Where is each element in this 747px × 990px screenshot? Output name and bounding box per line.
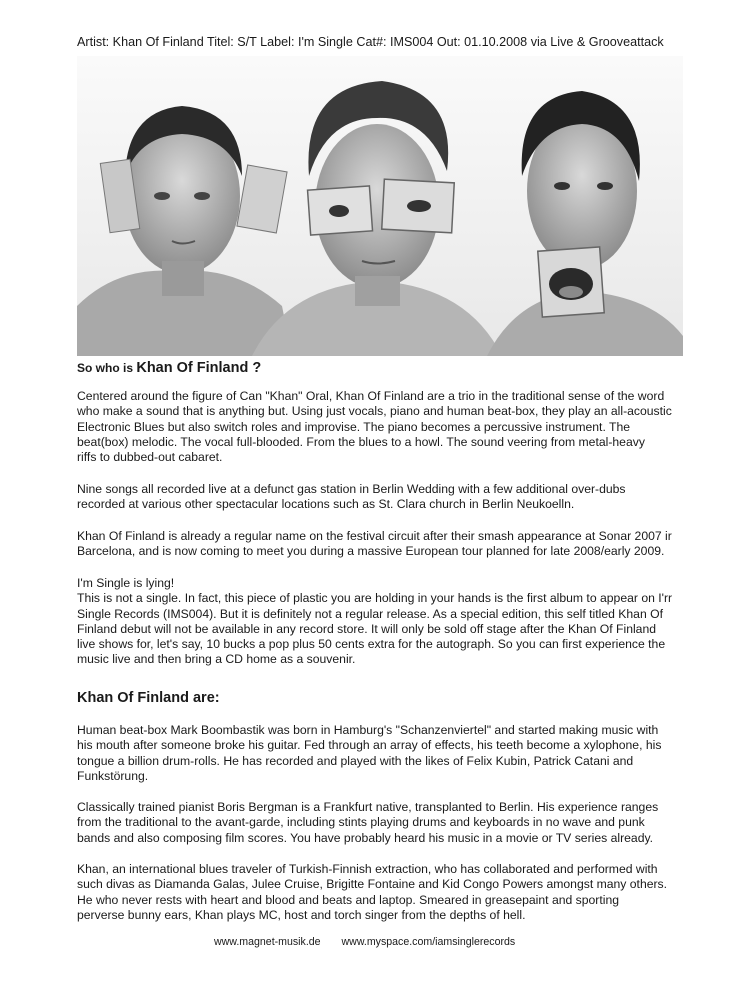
text-line: his mouth after someone broke his guitar. Fed through an array of effects, his teeth become a xylophone, his [77, 738, 662, 753]
text-line: Khan Of Finland is already a regular name on the festival circuit after their smash appearance at Sonar 2007 ir [77, 529, 672, 543]
paragraph-intro [77, 389, 697, 465]
text-line: beat(box) melodic. The vocal full-blooded. From the blues to a howl. The sound veering from metal-heavy [77, 434, 645, 449]
band-photo [77, 56, 683, 356]
paragraph-special-edition [77, 576, 697, 668]
text-line: live shows for, let's say, 10 bucks a pop plus 50 cents extra for the autograph. So you can first experience the [77, 637, 666, 652]
paragraph-boris-bergman [77, 800, 697, 846]
text-line: Barcelona, and is now coming to meet you during a massive European tour planned for late 2008/early 2009. [77, 544, 665, 559]
text-line: Single Records (IMS004). But it is definitely not a regular release. As a special edition, this self titled Khan Of [77, 606, 663, 621]
text-line: music live and then bring a CD home as a souvenir. [77, 652, 356, 667]
text-line: bands and also composing film scores. You have probably heard his music in a movie or TV series already. [77, 830, 654, 845]
text-line: Centered around the figure of Can "Khan" Oral, Khan Of Finland are a trio in the traditional sense of the word [77, 389, 665, 403]
text-line: perverse bunny ears, Khan plays MC, host and torch singer from the depths of hell. [77, 907, 526, 922]
paragraph-festival [77, 529, 697, 560]
text-line: from the traditional to the avant-garde, including stints playing drums and keyboards in no wave and punk [77, 815, 645, 830]
text-line: Finland debut will not be available in any record store. It will only be sold off stage after the Khan Of Finland [77, 621, 657, 636]
paragraph-mark-boombastik [77, 723, 697, 784]
text-line: Human beat-box Mark Boombastik was born in Hamburg's "Schanzenviertel" and started making music with [77, 723, 659, 737]
paragraph-recording [77, 482, 697, 513]
band-photo-illustration [77, 56, 683, 356]
heading-prefix: So who is [77, 361, 137, 375]
paragraph-khan [77, 862, 697, 923]
section-heading-who [77, 360, 261, 376]
release-info-header: Artist: Khan Of Finland Titel: S/T Label: I'm Single Cat#: IMS004 Out: 01.10.2008 via Live & Grooveattack [77, 35, 664, 49]
footer-links [214, 936, 515, 948]
heading-band-name: Khan Of Finland ? [136, 360, 262, 376]
text-line: such divas as Diamanda Galas, Julee Cruise, Brigitte Fontaine and Kid Congo Powers amongst many others. [77, 877, 668, 892]
text-line: who make a sound that is anything but. Using just vocals, piano and human beat-box, they play an all-acoustic [77, 404, 672, 419]
text-line: He who never rests with heart and blood and beats and laptop. Smeared in greasepaint and sporting [77, 892, 620, 907]
text-line: Nine songs all recorded live at a defunct gas station in Berlin Wedding with a few additional over-dubs [77, 482, 626, 496]
text-line: riffs to dubbed-out cabaret. [77, 450, 223, 465]
text-line: I'm Single is lying! [77, 576, 175, 590]
text-line: recorded at various other spectacular locations such as St. Clara church in Berlin Neukoelln. [77, 497, 575, 512]
text-line: Classically trained pianist Boris Bergman is a Frankfurt native, transplanted to Berlin. His experience ranges [77, 800, 659, 814]
text-line: Khan, an international blues traveler of Turkish-Finnish extraction, who has collaborated and performed with [77, 862, 658, 876]
text-line: tongue a billion drum-rolls. He has recorded and played with the likes of Felix Kubin, Patrick Catani and [77, 753, 634, 768]
footer-url-myspace: www.myspace.com/iamsinglerecords [341, 936, 516, 948]
section-heading-members: Khan Of Finland are: [77, 690, 220, 706]
text-line: Electronic Blues but also switch roles and improvise. The piano becomes a percussive instrument. The [77, 419, 630, 434]
footer-url-magnet: www.magnet-musik.de [214, 936, 321, 948]
text-line: Funkstörung. [77, 768, 149, 783]
text-line: This is not a single. In fact, this piece of plastic you are holding in your hands is the first album to appear on I'rr [77, 591, 673, 606]
